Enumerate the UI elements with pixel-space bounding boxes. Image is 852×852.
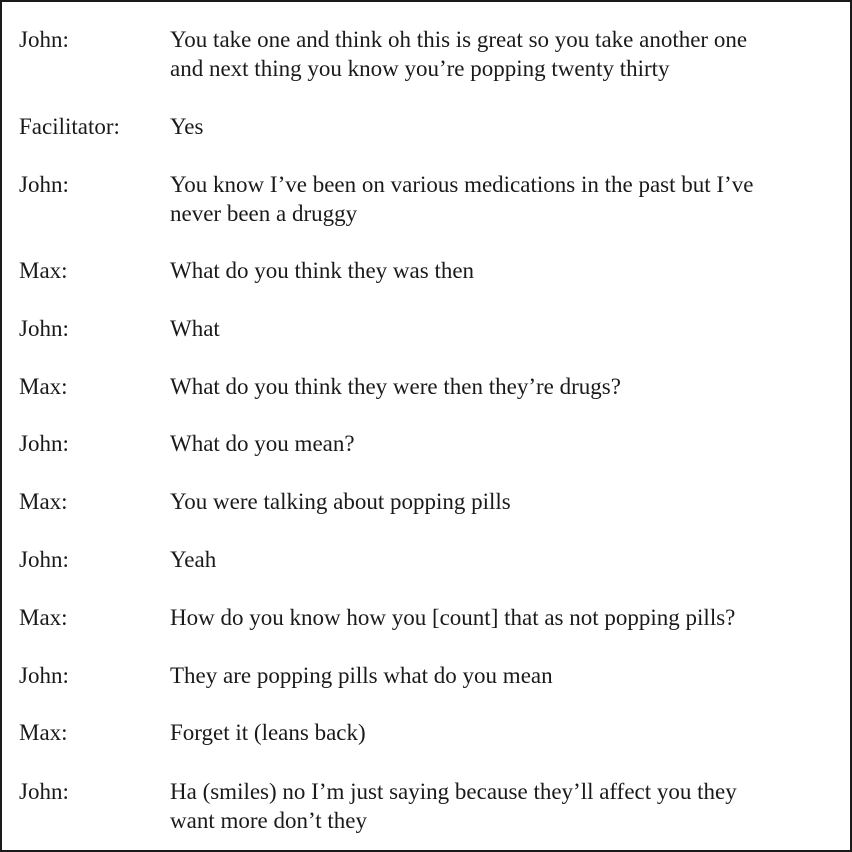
utterance-line: You were talking about popping pills	[170, 489, 511, 514]
utterance-line: What	[170, 316, 220, 341]
utterance-line: What do you think they was then	[170, 258, 475, 283]
utterance-line: Forget it (leans back)	[170, 720, 366, 745]
utterance-line: Ha (smiles) no I’m just saying because they’ll affect you they	[170, 779, 737, 804]
utterance-line: want more don’t they	[170, 808, 367, 833]
speaker-label: John:	[19, 663, 69, 688]
speaker-label: Max:	[19, 258, 68, 283]
utterance-line: Yes	[170, 114, 204, 139]
speaker-label: John:	[19, 779, 69, 804]
speaker-label: John:	[19, 316, 69, 341]
speaker-label: Facilitator:	[19, 114, 120, 139]
utterance-line: Yeah	[170, 547, 217, 572]
speaker-label: John:	[19, 172, 69, 197]
speaker-label: Max:	[19, 489, 68, 514]
speaker-label: John:	[19, 547, 69, 572]
utterance-line: never been a druggy	[170, 201, 358, 226]
utterance-line: What do you mean?	[170, 431, 355, 456]
utterance-line: You know I’ve been on various medications in the past but I’ve	[170, 172, 754, 197]
speaker-label: John:	[19, 27, 69, 52]
speaker-label: Max:	[19, 605, 68, 630]
utterance-line: How do you know how you [count] that as not popping pills?	[170, 605, 736, 630]
speaker-label: John:	[19, 431, 69, 456]
utterance-line: They are popping pills what do you mean	[170, 663, 553, 688]
utterance-line: You take one and think oh this is great so you take another one	[170, 27, 748, 52]
speaker-label: Max:	[19, 374, 68, 399]
utterance-line: and next thing you know you’re popping twenty thirty	[170, 56, 670, 81]
speaker-label: Max:	[19, 720, 68, 745]
utterance-line: What do you think they were then they’re drugs?	[170, 374, 621, 399]
